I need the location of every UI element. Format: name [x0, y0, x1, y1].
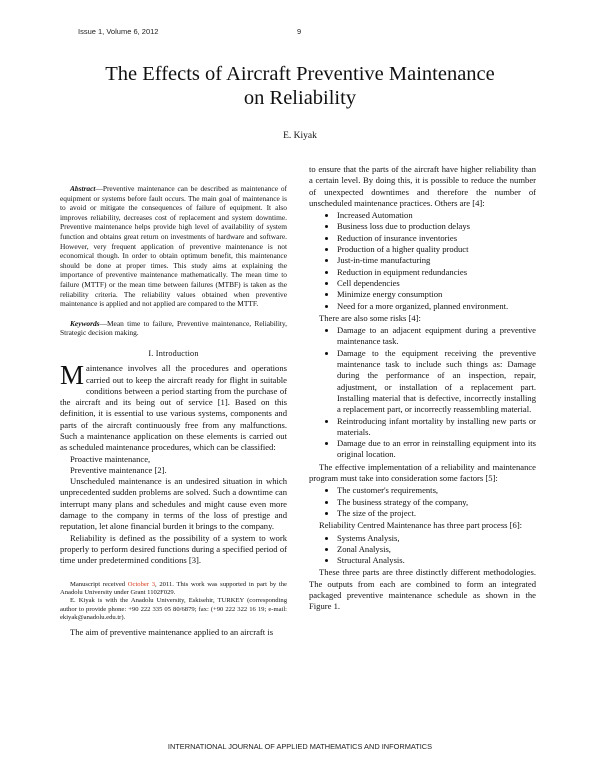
right-paragraph-3: These three parts are three distinctly different methodologies. The outputs from each are combined to form an integrated packaged preventive maintenance schedule as shown in the Figure 1. [309, 567, 536, 612]
list-item: • Minimize energy consumption [337, 289, 536, 300]
list-item: • Structural Analysis. [337, 555, 536, 566]
classification-item-2: Preventive maintenance [2]. [70, 464, 167, 475]
list-item: • Reintroducing infant mortality by installing new parts or materials. [337, 416, 536, 439]
factors-list [309, 485, 536, 519]
drop-cap: M [60, 360, 85, 391]
journal-issue: Issue 1, Volume 6, 2012 [78, 27, 159, 36]
list-item: • The size of the project. [337, 508, 536, 519]
list-item: • The business strategy of the company, [337, 497, 536, 508]
page-number: 9 [297, 27, 302, 36]
left-column [60, 164, 287, 638]
received-date: October 3 [127, 580, 155, 588]
title-line-1: The Effects of Aircraft Preventive Maintenance [105, 63, 495, 85]
list-item: • Systems Analysis, [337, 533, 536, 544]
intro-paragraph-2: Unscheduled maintenance is an undesired situation in which unprecedented sudden problems are solved. Such a downtime can interrupt many plans and schedules and might cause even more damage to the company in terms of the loss of prestige and reputation, let alone financial burden it brings to the company. [60, 476, 287, 532]
benefits-list [309, 210, 536, 312]
journal-footer: INTERNATIONAL JOURNAL OF APPLIED MATHEMATICS AND INFORMATICS [167, 742, 433, 751]
abstract-label: Abstract [70, 184, 96, 193]
list-item: • Damage to an adjacent equipment during a preventive maintenance task. [337, 325, 536, 348]
list-item: • Damage to the equipment receiving the preventive maintenance task to include such things as: Damage during the performance of an inspection, repair, adjustment, or installation of a replacement part. Installing material that is defective, incorrectly installing a replacement part, or incorrectly reassembling material. [337, 348, 536, 416]
list-item: • Zonal Analysis, [337, 544, 536, 555]
footnote-manuscript [60, 581, 287, 598]
rcm-list [309, 533, 536, 567]
right-column [309, 164, 536, 613]
rcm-intro: Reliability Centred Maintenance has three part process [6]: [319, 520, 523, 531]
section-heading-introduction: I. Introduction [148, 348, 199, 358]
keywords [60, 319, 287, 338]
title-line-2: on Reliability [243, 87, 357, 109]
paper-title [40, 62, 560, 110]
author: E. Kiyak [283, 131, 317, 141]
right-paragraph-2: The effective implementation of a reliability and maintenance program must take into consideration some factors [5]: [309, 461, 536, 484]
risks-list [309, 325, 536, 461]
list-item: • Production of a higher quality product [337, 244, 536, 255]
risks-intro: There are also some risks [4]: [319, 312, 421, 323]
list-item: • Damage due to an error in reinstalling equipment into its original location. [337, 438, 536, 461]
list-item: • Increased Automation [337, 210, 536, 221]
intro-paragraph-1 [60, 360, 287, 453]
intro-paragraph-4: The aim of preventive maintenance applied to an aircraft is [70, 626, 274, 637]
keywords-text: —Mean time to failure, Preventive maintenance, Reliability, Strategic decision making. [60, 318, 287, 338]
footnote-author: E. Kiyak is with the Anadolu University, Eskisehir, TURKEY (corresponding author to provide phone: +90 222 335 05 80/6879; fax: (+90 222 322 16 19; e-mail: ekiyak@anadolu.edu.tr). [60, 597, 287, 622]
intro-paragraph-3: Reliability is defined as the possibility of a system to work properly to perform desired functions during a specified period of time under predetermined conditions [3]. [60, 532, 287, 566]
abstract [60, 184, 287, 309]
list-item: • Business loss due to production delays [337, 221, 536, 232]
classification-item-1: Proactive maintenance, [70, 453, 151, 464]
right-paragraph-1: to ensure that the parts of the aircraft have higher reliability than a certain level. By doing this, it is possible to reduce the number of unexpected downtimes and therefore the number of unscheduled maintenance practices. Others are [4]: [309, 164, 536, 208]
list-item: • Just-in-time manufacturing [337, 255, 536, 266]
list-item: • Cell dependencies [337, 278, 536, 289]
footnotes [60, 581, 287, 623]
list-item: • Reduction of insurance inventories [337, 233, 536, 244]
intro-text-1: aintenance involves all the procedures and operations carried out to keep the aircraft ready for flight in suitable conditions between a period starting from the purchase of the aircraft and its being out of service [1]. Based on this definition, it is essential to use various systems, components and parts of the aircraft continuously free from any malfunctions. Such a maintenance application on these elements is carried out as scheduled maintenance procedures, which can be classified: [60, 363, 287, 453]
abstract-text: —Preventive maintenance can be described as maintenance of equipment or systems before fault occurs. The main goal of maintenance is to avoid or mitigate the consequences of failure of equipment. It also improves reliability, decreases cost of replacement and system downtime. Preventive maintenance helps provide high level of availability of system function and obtains great return on investments of hardware and software. However, very frequent application of preventive maintenance is not economical though. In order to obtain optimum benefit, this maintenance should be done at proper times. This study aims at explaining the importance of preventive maintenance mathematically. The mean time to failure (MTTF) or the mean time between failures (MTBF) is taken as the reliability criteria. The reliability values obtained when preventive maintenance is applied and not applied are compared to the MTTF. [60, 184, 287, 309]
list-item: • The customer's requirements, [337, 485, 536, 496]
footnote-text: , 2011. This work was supported in part by the Anadolu University under Grant 1102F029. [60, 580, 287, 596]
list-item: • Need for a more organized, planned environment. [337, 301, 536, 312]
footnote-text: Manuscript received [70, 580, 128, 588]
keywords-label: Keywords [70, 318, 100, 328]
list-item: • Reduction in equipment redundancies [337, 267, 536, 278]
